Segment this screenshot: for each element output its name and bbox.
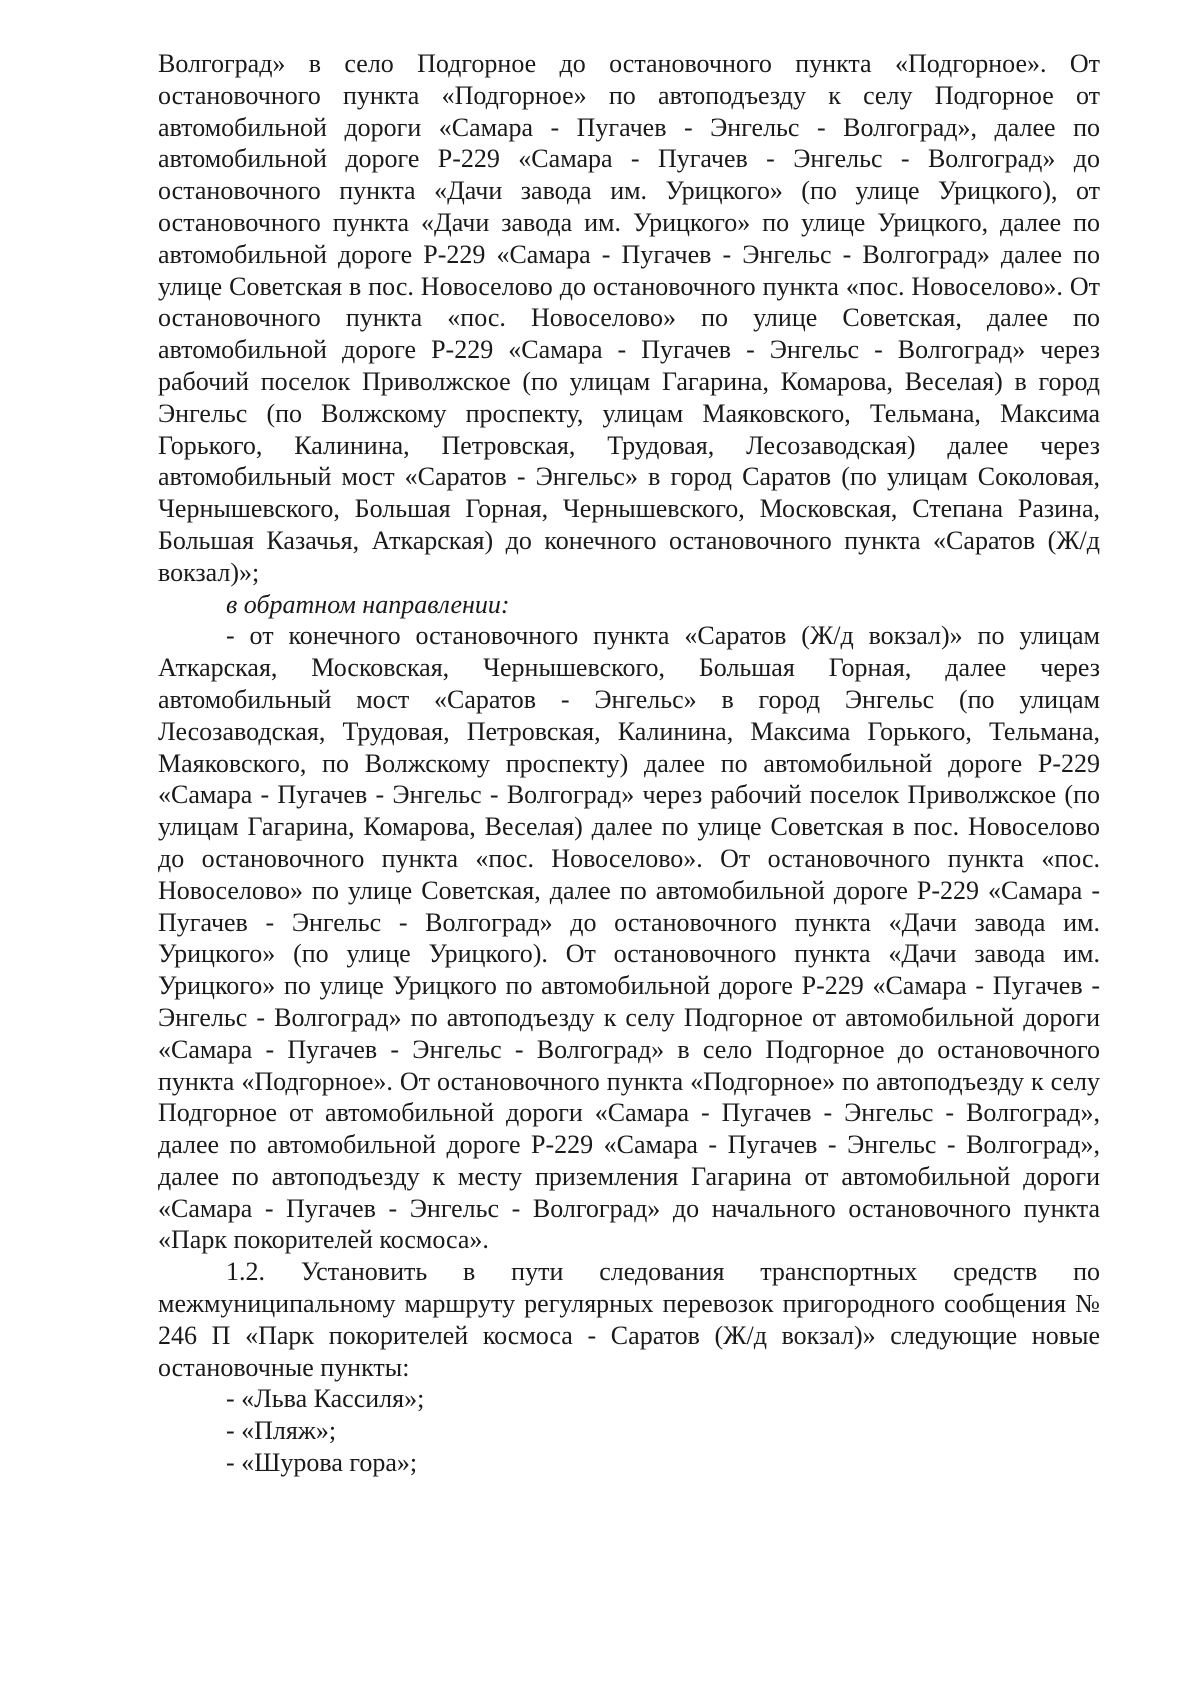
reverse-direction-heading: в обратном направлении: [226, 589, 510, 619]
list-item: - «Шурова гора»; [226, 1448, 418, 1478]
reverse-route-paragraph: - от конечного остановочного пункта «Саратов (Ж/д вокзал)» по улицам Аткарская, Московская, Чернышевского, Большая Горная, далее через автомобильный мост «Саратов - Энгельс» в город Энгельс (по улицам Лесозаводская, Трудовая, Петровская, Калинина, Максима Горького, Тельмана, Маяковского, по Волжскому проспекту) далее по автомобильной дороге Р-229 «Самара - Пугачев - Энгельс - Волгоград» через рабочий поселок Приволжское (по улицам Гагарина, Комарова, Веселая) далее по улице Советская в пос. Новоселово до остановочного пункта «пос. Новоселово». От остановочного пункта «пос. Новоселово» по улице Советская, далее по автомобильной дороге Р-229 «Самара - Пугачев - Энгельс - Волгоград» до остановочного пункта «Дачи завода им. Урицкого» (по улице Урицкого). От остановочного пункта «Дачи завода им. Урицкого» по улице Урицкого по автомобильной дороге Р-229 «Самара - Пугачев - Энгельс - Волгоград» по автоподъезду к селу Подгорное от автомобильной дороги «Самара - Пугачев - Энгельс - Волгоград» в село Подгорное до остановочного пункта «Подгорное». От остановочного пункта «Подгорное» по автоподъезду к селу Подгорное от автомобильной дороги «Самара - Пугачев - Энгельс - Волгоград», далее по автомобильной дороге Р-229 «Самара - Пугачев - Энгельс - Волгоград», далее по автоподъезду к месту приземления Гагарина от автомобильной дороги «Самара - Пугачев - Энгельс - Волгоград» до начального остановочного пункта «Парк покорителей космоса». [158, 621, 1100, 1255]
route-paragraph-continued: Волгоград» в село Подгорное до остановочного пункта «Подгорное». От остановочного пункта «Подгорное» по автоподъезду к селу Подгорное от автомобильной дороги «Самара - Пугачев - Энгельс - Волгоград», далее по автомобильной дороге Р-229 «Самара - Пугачев - Энгельс - Волгоград» до остановочного пункта «Дачи завода им. Урицкого» (по улице Урицкого), от остановочного пункта «Дачи завода им. Урицкого» по улице Урицкого, далее по автомобильной дороге Р-229 «Самара - Пугачев - Энгельс - Волгоград» далее по улице Советская в пос. Новоселово до остановочного пункта «пос. Новоселово». От остановочного пункта «пос. Новоселово» по улице Советская, далее по автомобильной дороге Р-229 «Самара - Пугачев - Энгельс - Волгоград» через рабочий поселок Приволжское (по улицам Гагарина, Комарова, Веселая) в город Энгельс (по Волжскому проспекту, улицам Маяковского, Тельмана, Максима Горького, Калинина, Петровская, Трудовая, Лесозаводская) далее через автомобильный мост «Саратов - Энгельс» в город Саратов (по улицам Соколовая, Чернышевского, Большая Горная, Чернышевского, Московская, Степана Разина, Большая Казачья, Аткарская) до конечного остановочного пункта «Саратов (Ж/д вокзал)»; [158, 49, 1100, 587]
list-item: - «Льва Кассиля»; [226, 1384, 425, 1414]
section-1-2-paragraph: 1.2. Установить в пути следования транспортных средств по межмуниципальному маршруту регулярных перевозок пригородного сообщения № 246 П «Парк покорителей космоса - Саратов (Ж/д вокзал)» следующие новые остановочные пункты: [158, 1257, 1100, 1382]
list-item: - «Пляж»; [226, 1416, 337, 1446]
new-stops-list [158, 1383, 1100, 1478]
document-page [158, 48, 1100, 1479]
